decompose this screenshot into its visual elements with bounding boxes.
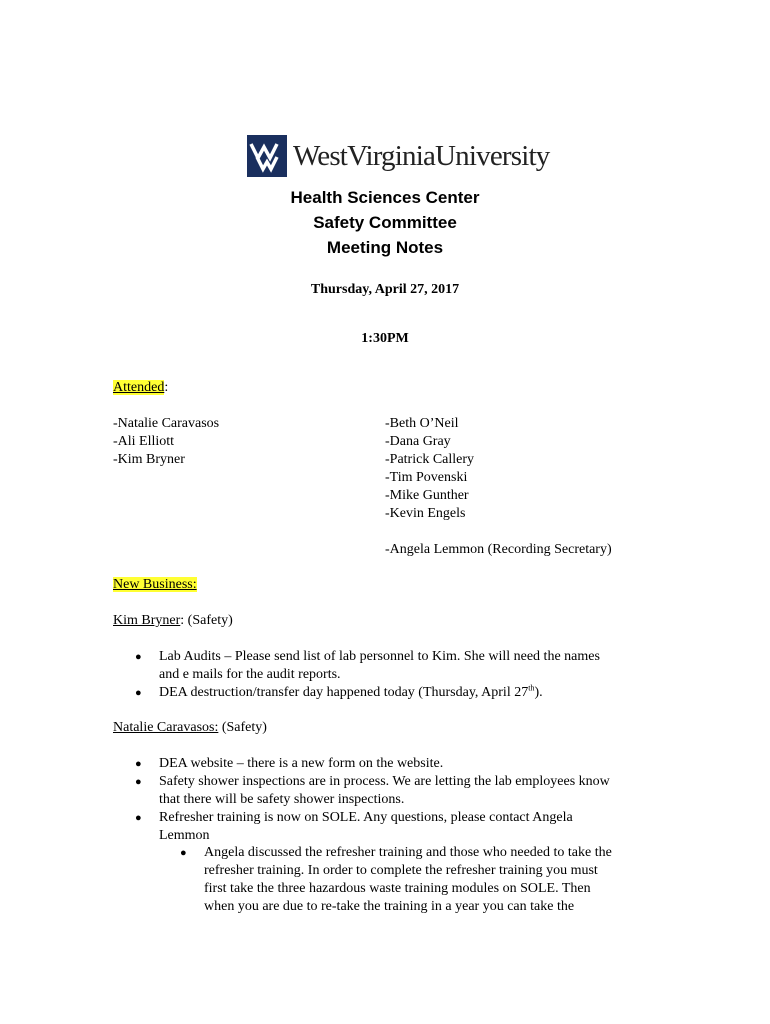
attendee: -Kim Bryner <box>113 452 185 467</box>
natalie-caravasos-role: (Safety) <box>218 720 267 735</box>
attended-label: Attended <box>113 380 165 395</box>
attendee: -Dana Gray <box>385 434 451 449</box>
list-item-text: Refresher training is now on SOLE. Any questions, please contact Angela <box>159 810 573 825</box>
attendee: -Beth O’Neil <box>385 416 459 431</box>
list-item <box>180 844 612 916</box>
bullet-icon: ● <box>135 758 142 770</box>
attended-heading <box>113 379 168 397</box>
list-item-text: that there will be safety shower inspections. <box>159 792 405 807</box>
bullet-icon: ● <box>135 776 142 788</box>
new-business-heading <box>113 576 197 594</box>
title-line-1: Health Sciences Center <box>290 188 480 207</box>
recording-secretary: -Angela Lemmon (Recording Secretary) <box>385 542 612 557</box>
kim-bryner-role: : (Safety) <box>180 613 233 628</box>
attendee: -Ali Elliott <box>113 434 175 449</box>
bullet-icon: ● <box>135 651 142 663</box>
title-line-3: Meeting Notes <box>326 238 444 257</box>
list-item-text: Lab Audits – Please send list of lab personnel to Kim. She will need the names <box>159 649 600 664</box>
list-item-text: when you are due to re-take the training in a year you can take the <box>204 899 575 914</box>
attendee: -Patrick Callery <box>385 452 475 467</box>
natalie-caravasos-list <box>135 755 610 845</box>
bullet-icon: ● <box>180 847 187 859</box>
ordinal-suffix: th <box>528 683 535 693</box>
kim-bryner-list <box>135 648 600 702</box>
list-item-text: Angela discussed the refresher training and those who needed to take the <box>204 845 612 860</box>
meeting-date: Thursday, April 27, 2017 <box>310 282 460 297</box>
meeting-time: 1:30PM <box>361 331 409 346</box>
bullet-icon: ● <box>135 812 142 824</box>
list-item-text: DEA destruction/transfer day happened today (Thursday, April 27 <box>159 685 529 700</box>
attendee: -Natalie Caravasos <box>113 416 220 431</box>
list-item <box>135 648 600 684</box>
attendee: -Tim Povenski <box>385 470 468 485</box>
logo-wordmark: WestVirginiaUniversity <box>293 140 550 172</box>
list-item <box>135 773 610 809</box>
list-item-text: refresher training. In order to complete the refresher training you must <box>204 863 598 878</box>
wvu-logo <box>247 134 549 178</box>
attendee: -Kevin Engels <box>385 506 466 521</box>
attendees-right-column <box>385 415 474 523</box>
list-item-text: DEA website – there is a new form on the website. <box>159 756 444 771</box>
title-line-2: Safety Committee <box>313 213 457 232</box>
kim-bryner-heading <box>113 612 233 630</box>
list-item <box>135 683 600 702</box>
list-item-text: Lemmon <box>159 828 210 843</box>
kim-bryner-name: Kim Bryner <box>113 613 181 628</box>
bullet-icon: ● <box>135 687 142 699</box>
natalie-caravasos-name: Natalie Caravasos: <box>113 720 219 735</box>
list-item-text: Safety shower inspections are in process. We are letting the lab employees know <box>159 774 610 789</box>
attendee: -Mike Gunther <box>385 488 469 503</box>
document-title <box>0 185 770 260</box>
list-item-text: first take the three hazardous waste training modules on SOLE. Then <box>204 881 591 896</box>
attended-colon: : <box>164 380 169 395</box>
natalie-caravasos-heading <box>113 719 267 737</box>
list-item <box>135 755 610 773</box>
refresher-sublist <box>180 844 612 916</box>
list-item-text: ). <box>534 685 543 700</box>
new-business-label: New Business: <box>113 577 197 592</box>
attendees-left-column <box>113 415 219 469</box>
list-item-text: and e mails for the audit reports. <box>159 667 341 682</box>
wvu-logo-icon <box>247 135 287 177</box>
list-item <box>135 809 610 845</box>
